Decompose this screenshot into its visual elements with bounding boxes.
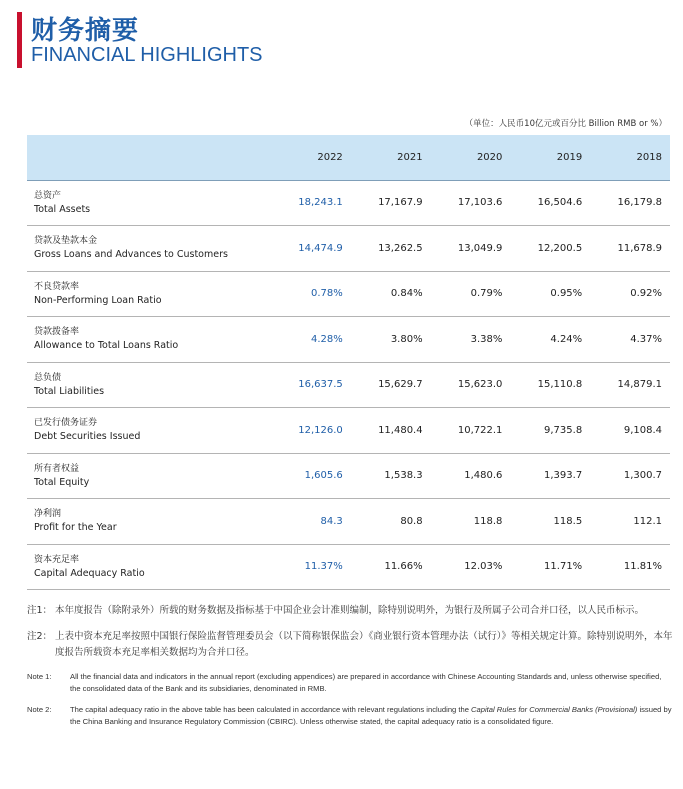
value-cell: 17,103.6 (457, 197, 503, 209)
table-row (27, 499, 670, 545)
value-cell: 13,049.9 (457, 242, 503, 254)
row-label-en: Allowance to Total Loans Ratio (34, 340, 179, 352)
row-label-en: Total Equity (34, 476, 90, 488)
note-tag: Note 1: (27, 672, 52, 681)
row-label-en: Debt Securities Issued (34, 431, 141, 443)
year-header: 2020 (431, 135, 511, 180)
value-cell: 11.37% (304, 561, 343, 573)
value-cell: 13,262.5 (378, 242, 423, 254)
value-cell: 11.71% (544, 561, 583, 573)
value-cell: 4.37% (630, 333, 662, 345)
value-cell: 0.78% (311, 288, 343, 300)
note-en-1 (27, 671, 673, 695)
value-cell: 15,110.8 (537, 379, 583, 391)
table-row (27, 317, 670, 363)
value-cell: 15,629.7 (378, 379, 423, 391)
value-cell: 10,722.1 (457, 424, 503, 436)
value-cell: 9,108.4 (623, 424, 662, 436)
year-header: 2019 (510, 135, 590, 180)
value-cell: 118.5 (553, 515, 583, 527)
value-cell: 16,504.6 (537, 197, 583, 209)
value-cell: 14,879.1 (617, 379, 662, 391)
row-label (27, 499, 271, 545)
row-label-cn: 已发行债务证券 (34, 418, 98, 429)
table-row (27, 271, 670, 317)
table-row (27, 362, 670, 408)
row-label-cn: 资本充足率 (34, 554, 80, 565)
value-cell: 4.28% (311, 333, 343, 345)
row-label-cn: 贷款拨备率 (34, 327, 80, 338)
row-label-en: Total Liabilities (34, 385, 105, 397)
row-label-en: Capital Adequacy Ratio (34, 567, 145, 579)
value-cell: 84.3 (320, 515, 343, 527)
note-cn-1 (27, 603, 673, 619)
value-cell: 118.8 (473, 515, 503, 527)
value-cell: 3.38% (470, 333, 503, 345)
row-label-cn: 总资产 (34, 190, 62, 201)
table-row (27, 453, 670, 499)
header-label-cell (27, 135, 271, 180)
note-tag: 注2： (27, 631, 53, 642)
value-cell: 9,735.8 (544, 424, 583, 436)
year-header: 2022 (271, 135, 351, 180)
row-label-cn: 不良贷款率 (34, 281, 80, 292)
page-title-cn: 财务摘要 (31, 16, 140, 46)
value-cell: 1,393.7 (544, 470, 583, 482)
value-cell: 11,480.4 (378, 424, 423, 436)
value-cell: 0.95% (550, 288, 583, 300)
value-cell: 0.92% (630, 288, 662, 300)
note-text: All the financial data and indicators in the annual report (excluding appendices) are prepared in accordance with Chinese Accounting Standards and, unless otherwise specified, the consolidated data of the Bank and its subsidiaries, denominated in RMB. (70, 672, 662, 693)
note-tag: 注1： (27, 605, 53, 616)
year-header: 2021 (351, 135, 431, 180)
notes-section (27, 603, 673, 737)
note-text-pre: The capital adequacy ratio in the above table has been calculated in accordance with relevant regulations including the (70, 705, 472, 714)
financial-highlights-table (27, 135, 670, 590)
row-label-cn: 总负债 (34, 372, 62, 383)
value-cell: 0.79% (470, 288, 503, 300)
value-cell: 12,200.5 (537, 242, 583, 254)
note-text-italic: Capital Rules for Commercial Banks (Provisional) (471, 705, 638, 714)
table-row (27, 226, 670, 272)
value-cell: 1,605.6 (304, 470, 343, 482)
row-label (27, 408, 271, 454)
note-cn-2 (27, 629, 673, 661)
value-cell: 17,167.9 (378, 197, 423, 209)
table-header-row (27, 135, 670, 180)
row-label-en: Gross Loans and Advances to Customers (34, 249, 228, 261)
value-cell: 1,480.6 (464, 470, 503, 482)
note-tag: Note 2: (27, 705, 52, 714)
row-label (27, 362, 271, 408)
row-label-en: Non-Performing Loan Ratio (34, 294, 162, 306)
table-row (27, 408, 670, 454)
value-cell: 0.84% (390, 288, 423, 300)
row-label (27, 226, 271, 272)
value-cell: 3.80% (390, 333, 423, 345)
value-cell: 1,300.7 (623, 470, 662, 482)
value-cell: 11,678.9 (617, 242, 662, 254)
row-label-cn: 所有者权益 (34, 463, 80, 474)
value-cell: 80.8 (400, 515, 423, 527)
row-label-en: Total Assets (34, 203, 91, 215)
value-cell: 12.03% (464, 561, 503, 573)
table-row (27, 180, 670, 226)
row-label (27, 271, 271, 317)
note-text-post: issued by the China Banking and Insurance Regulatory Commission (CBIRC). Unless otherwise stated, the capital adequacy ratio is a consolidated figure. (70, 705, 672, 726)
row-label-en: Profit for the Year (34, 522, 117, 534)
value-cell: 16,179.8 (617, 197, 662, 209)
note-text: 上表中资本充足率按照中国银行保险监督管理委员会（以下简称银保监会）《商业银行资本管理办法（试行）》等相关规定计算。除特别说明外，本年度报告所载资本充足率相关数据均为合并口径。 (55, 631, 673, 658)
note-en-2 (27, 704, 673, 728)
value-cell: 18,243.1 (298, 197, 343, 209)
value-cell: 4.24% (550, 333, 583, 345)
year-header: 2018 (590, 135, 670, 180)
unit-note: （单位：人民币10亿元或百分比 Billion RMB or %） (464, 119, 667, 129)
value-cell: 11.81% (623, 561, 662, 573)
row-label-cn: 净利润 (34, 509, 62, 520)
row-label (27, 544, 271, 590)
value-cell: 112.1 (633, 515, 662, 527)
row-label-cn: 贷款及垫款本金 (34, 236, 98, 247)
value-cell: 1,538.3 (384, 470, 423, 482)
note-text: 本年度报告（除附录外）所载的财务数据及指标基于中国企业会计准则编制，除特别说明外，为银行及所属子公司合并口径，以人民币标示。 (55, 605, 645, 616)
value-cell: 11.66% (384, 561, 423, 573)
page-title-en: FINANCIAL HIGHLIGHTS (31, 44, 263, 66)
accent-bar (17, 12, 22, 68)
value-cell: 15,623.0 (457, 379, 503, 391)
value-cell: 14,474.9 (298, 242, 343, 254)
row-label (27, 453, 271, 499)
row-label (27, 180, 271, 226)
value-cell: 12,126.0 (298, 424, 343, 436)
table-row (27, 544, 670, 590)
value-cell: 16,637.5 (298, 379, 343, 391)
row-label (27, 317, 271, 363)
